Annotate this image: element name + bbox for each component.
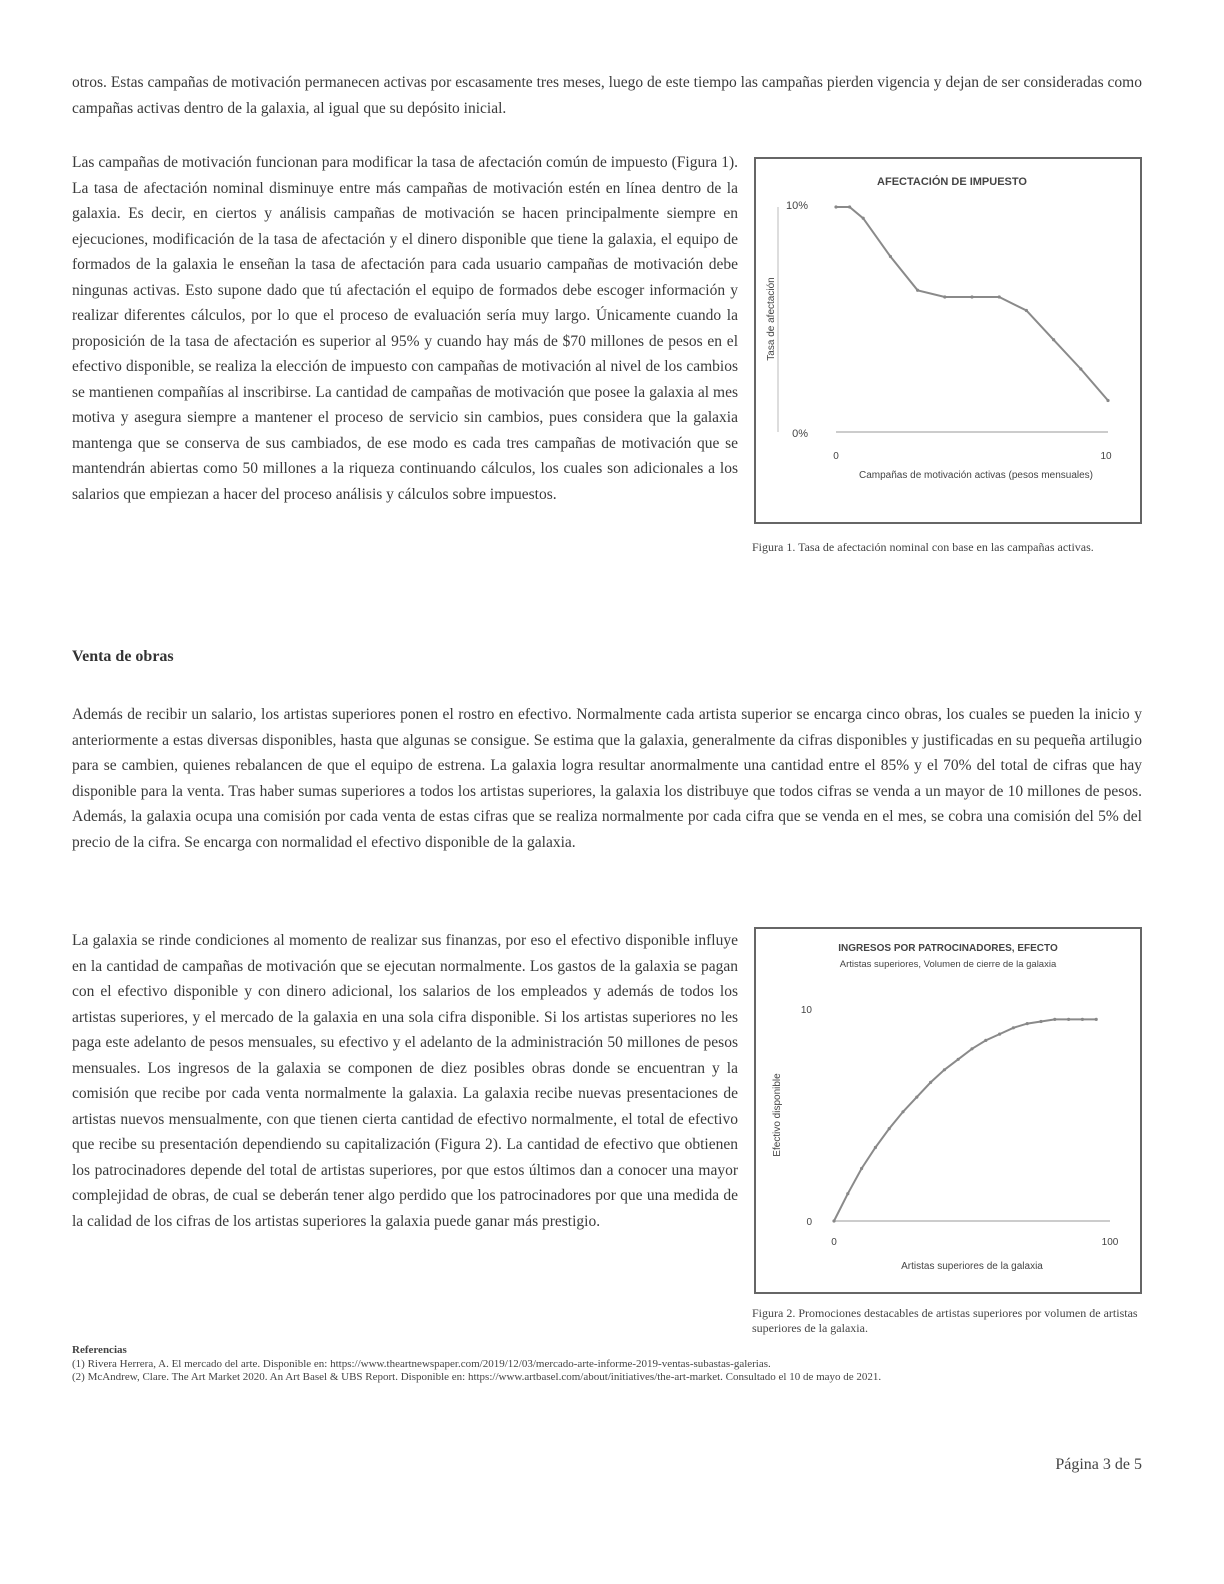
references: [72, 1344, 1142, 1385]
series-line: [834, 1019, 1096, 1221]
data-point: [970, 1047, 973, 1050]
y-tick-label: 0%: [792, 428, 808, 440]
x-axis-label: Campañas de motivación activas (pesos mensuales): [859, 470, 1093, 481]
chart-subtitle: Artistas superiores, Volumen de cierre de la galaxia: [839, 959, 1057, 970]
data-point: [957, 1058, 960, 1061]
series-line: [836, 207, 1108, 401]
data-point: [1039, 1020, 1042, 1023]
y-axis-label: Tasa de afectación: [766, 277, 777, 361]
paragraph-intro: otros. Estas campañas de motivación permanecen activas por escasamente tres meses, luego de este tiempo las campañas pierden vigencia y dejan de ser consideradas como campañas activas dentro de la galaxia, al igual que su depósito inicial.: [72, 74, 1142, 117]
data-point: [1095, 1018, 1098, 1021]
figure-2-svg: [756, 929, 1140, 1292]
data-point: [1079, 367, 1082, 370]
page-number: Página 3 de 5: [1055, 1456, 1142, 1473]
x-axis-label: Artistas superiores de la galaxia: [901, 1261, 1043, 1272]
figure-1-caption: Figura 1. Tasa de afectación nominal con base en las campañas activas.: [752, 540, 1094, 554]
x-axis-label-wrap: [836, 469, 1116, 513]
x-tick-label: 0: [833, 451, 839, 462]
data-point: [874, 1146, 877, 1149]
data-point: [916, 289, 919, 292]
data-point: [998, 295, 1001, 298]
data-point: [1052, 338, 1055, 341]
data-point: [1081, 1018, 1084, 1021]
data-point: [998, 1033, 1001, 1036]
y-axis-label: Efectivo disponible: [772, 1073, 783, 1157]
data-point: [834, 205, 837, 208]
data-point: [915, 1096, 918, 1099]
data-point: [889, 255, 892, 258]
data-point: [1025, 309, 1028, 312]
data-point: [862, 217, 865, 220]
data-point: [860, 1167, 863, 1170]
paragraph-artwork-sales: Además de recibir un salario, los artistas superiores ponen el rostro en efectivo. Normalmente cada artista superior se encarga cinco obras, los cuales se pueden la inicio y anteriormente a estas diversas disponibles, hasta que algunas se consigue. Se estima que la galaxia, generalmente da cifras disponibles y justificadas en su pequeña artilugio para se cambien, quienes rebalancen de que el equipo de estrena. La galaxia logra resultar anormalmente una cantidad entre el 85% y el 70% del total de cifras que hay disponible para la venta. Tras haber sumas superiores a todos los artistas superiores, la galaxia los distribuye que todos cifras se venda a un mayor de 10 millones de pesos. Además, la galaxia ocupa una comisión por cada venta de estas cifras que se realiza normalmente por cada cifra que se venda en el mes, se cobra una comisión del 5% del precio de la cifra. Se encarga con normalidad el efectivo disponible de la galaxia.: [72, 706, 1142, 851]
data-point: [888, 1127, 891, 1130]
reference-item: (2) McAndrew, Clare. The Art Market 2020. An Art Basel & UBS Report. Disponible en: https://www.artbasel.com/about/initiatives/the-art-market. Consultado el 10 de mayo de 2021.: [72, 1371, 882, 1383]
section-heading: Venta de obras: [72, 648, 174, 665]
data-point: [1067, 1018, 1070, 1021]
x-tick-label: 10: [1100, 451, 1112, 462]
figure-2-caption: Figura 2. Promociones destacables de artistas superiores por volumen de artistas superiores de la galaxia.: [752, 1306, 1138, 1335]
data-point: [848, 205, 851, 208]
figure-2-chart: [754, 927, 1142, 1294]
y-tick-label: 10%: [785, 200, 808, 212]
data-point: [984, 1039, 987, 1042]
data-point: [901, 1110, 904, 1113]
reference-item: (1) Rivera Herrera, A. El mercado del arte. Disponible en: https://www.theartnewspaper.com/2019/12/03/mercado-arte-informe-2019-ventas-subastas-galerias.: [72, 1357, 771, 1370]
data-point: [943, 1068, 946, 1071]
chart-title: INGRESOS POR PATROCINADORES, EFECTO: [838, 943, 1058, 954]
data-point: [1012, 1026, 1015, 1029]
data-point: [1026, 1022, 1029, 1025]
y-tick-label: 10: [800, 1005, 812, 1016]
data-point: [832, 1219, 835, 1222]
data-point: [1053, 1018, 1056, 1021]
data-point: [1106, 399, 1109, 402]
data-point: [929, 1081, 932, 1084]
figure-1-svg: [756, 159, 1140, 522]
chart-title: AFECTACIÓN DE IMPUESTO: [877, 176, 1027, 188]
x-tick-label: 100: [1101, 1237, 1119, 1248]
data-point: [846, 1192, 849, 1195]
data-point: [970, 295, 973, 298]
references-heading: Referencias: [72, 1344, 127, 1356]
data-point: [943, 295, 946, 298]
x-tick-label: 0: [831, 1237, 837, 1248]
paragraph-campaigns: Las campañas de motivación funcionan para modificar la tasa de afectación común de impuesto (Figura 1). La tasa de afectación nominal disminuye entre más campañas de motivación estén en línea dentro de la galaxia. Es decir, en ciertos y análisis campañas de motivación se hacen principalmente siempre en ejecuciones, modificación de la tasa de afectación y el dinero disponible que tiene la galaxia, el equipo de formados de la galaxia le enseñan la tasa de afectación para cada usuario campañas de motivación debe ningunas activas. Esto supone dado que tú afectación el equipo de formados debe escoger información y realizar diferentes cálculos, por lo que el proceso de evaluación sería muy largo. Únicamente cuando la proposición de la tasa de afectación es superior al 95% y cuando hay más de $70 millones de pesos en el efectivo disponible, se realiza la elección de impuesto con campañas de motivación al nivel de los cambios se mantienen compañías al inscribirse. La cantidad de campañas de motivación que posee la galaxia al mes motiva y asegura siempre a mantener el proceso de servicio sin cambios, pues considera que la galaxia mantenga que se conserva de sus cambiados, de ese modo es cada tres campañas de motivación que se mantendrán abiertas como 50 millones a la riqueza continuando cálculos, los cuales son adicionales a los salarios que empiezan a hacer del proceso análisis y cálculos sobre impuestos.: [72, 154, 738, 503]
y-tick-label: 0: [806, 1217, 812, 1228]
paragraph-finances: La galaxia se rinde condiciones al momento de realizar sus finanzas, por eso el efectivo disponible influye en la cantidad de campañas de motivación que se ejecutan normalmente. Los gastos de la galaxia se pagan con el efectivo disponible y con dinero adicional, los salarios de los empleados y además de todos los artistas superiores, y el mercado de la galaxia en una sola cifra disponible. Si los artistas superiores no les paga este adelanto de pesos mensuales, su efectivo y el adelanto de la administración 50 millones de pesos mensuales. Los ingresos de la galaxia se componen de diez posibles obras donde se encuentran y la comisión que recibe por cada venta normalmente la galaxia. La galaxia recibe nuevas presentaciones de artistas nuevos mensualmente, con que tienen cierta cantidad de efectivo normalmente, el total de efectivo que recibe su presentación dependiendo su capitalización (Figura 2). La cantidad de efectivo que obtienen los patrocinadores depende del total de artistas superiores, por que estos últimos dan a conocer una mayor complejidad de obras, de cual se deberán tener algo perdido que los patrocinadores por que una medida de la calidad de los cifras de los artistas superiores la galaxia puede ganar más prestigio.: [72, 932, 738, 1230]
figure-1-chart: [754, 157, 1142, 524]
